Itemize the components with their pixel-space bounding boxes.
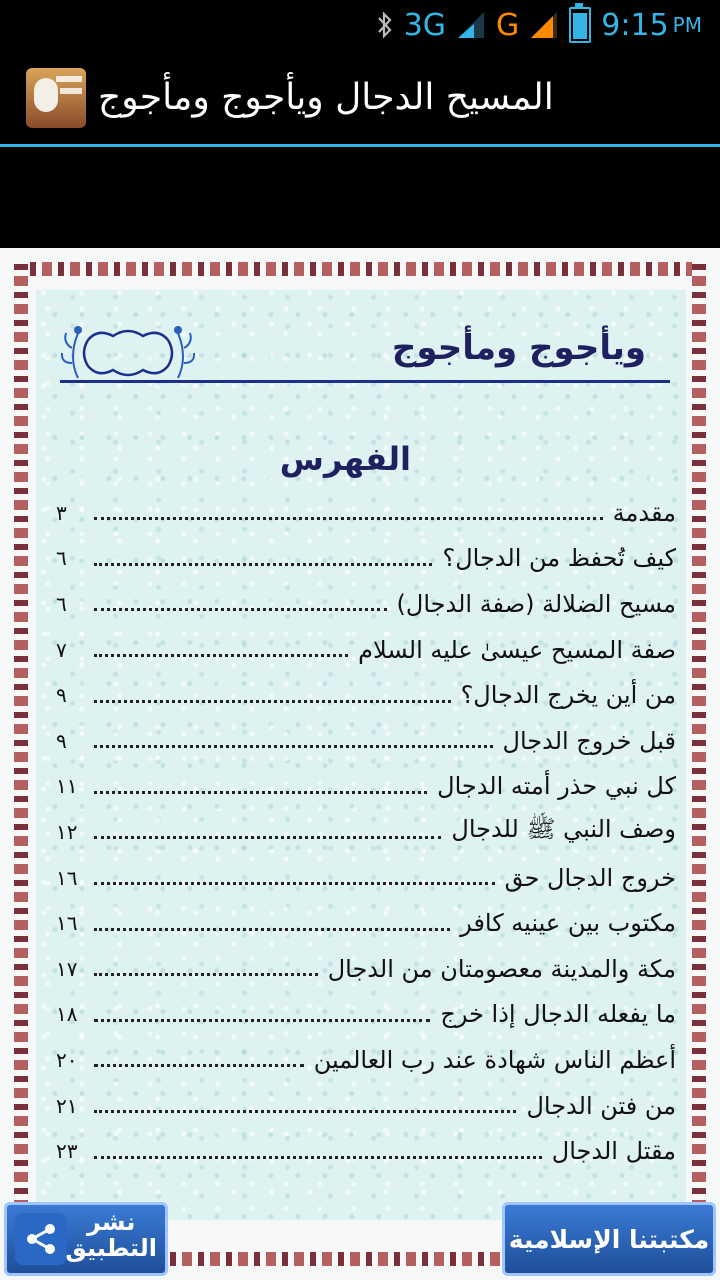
toc-entry-label: مقتل الدجال <box>551 1137 676 1166</box>
toc-row[interactable] <box>56 992 676 1038</box>
toc-page-number: ٢١ <box>56 1093 78 1118</box>
toc-row[interactable] <box>56 855 676 901</box>
toc-page-number: ٩ <box>56 683 67 708</box>
toc-entry-label: من أين يخرج الدجال؟ <box>460 681 676 710</box>
toc-dot-leader <box>94 1110 516 1113</box>
share-app-label <box>65 1209 157 1261</box>
toc-page-number: ١٦ <box>56 865 78 890</box>
toc-page-number: ٦ <box>56 546 67 571</box>
toc-dot-leader <box>94 928 450 931</box>
toc-page-number: ٢٠ <box>56 1047 78 1072</box>
signal-3g-icon <box>456 10 486 40</box>
toc-entry-label: خروج الدجال حق <box>504 863 676 892</box>
library-banner-button[interactable] <box>502 1202 716 1276</box>
toc-title: الفهرس <box>279 440 411 478</box>
toc-dot-leader <box>94 654 348 657</box>
toc-dot-leader <box>94 608 387 611</box>
toc-page-number: ١٧ <box>56 956 78 981</box>
clock-time: 9:15 <box>601 7 669 43</box>
toc-row[interactable] <box>56 809 676 855</box>
toc-dot-leader <box>94 791 427 794</box>
toc-entry-label: قبل خروج الدجال <box>502 726 676 755</box>
page-header-title: ويأجوج ومأجوج <box>391 328 646 368</box>
library-banner-label: مكتبتنا الإسلامية <box>508 1224 710 1254</box>
toc-dot-leader <box>94 563 432 566</box>
toc-entry-label: كيف تُحفظ من الدجال؟ <box>442 544 676 573</box>
share-label-line1: نشر <box>86 1208 136 1236</box>
toc-dot-leader <box>94 836 441 839</box>
share-label-line2: التطبيق <box>65 1234 157 1262</box>
battery-icon <box>569 7 591 43</box>
toc-dot-leader <box>94 1064 304 1067</box>
toc-row[interactable] <box>56 490 676 536</box>
toc-entry-label: مقدمة <box>612 498 676 527</box>
bluetooth-icon <box>376 11 394 39</box>
network-g-label: G <box>496 7 520 43</box>
header-divider <box>60 380 670 383</box>
toc-entry-label: أعظم الناس شهادة عند رب العالمين <box>313 1045 676 1074</box>
toc-page-number: ١٢ <box>56 819 78 844</box>
toc-row[interactable] <box>56 536 676 582</box>
toc-row[interactable] <box>56 1037 676 1083</box>
network-3g-label: 3G <box>403 7 447 43</box>
toc-page-number: ٦ <box>56 591 67 616</box>
toc-row[interactable] <box>56 718 676 764</box>
toc-page-number: ٧ <box>56 637 67 662</box>
toc-row[interactable] <box>56 764 676 810</box>
toc-row[interactable] <box>56 627 676 673</box>
status-icons <box>376 6 702 44</box>
toc-dot-leader <box>94 700 451 703</box>
toc-entry-label: صفة المسيح عيسىٰ عليه السلام <box>358 635 676 664</box>
toc-row[interactable] <box>56 1128 676 1174</box>
signal-g-icon <box>529 10 559 40</box>
toc-entry-label: من فتن الدجال <box>526 1091 676 1120</box>
toc-row[interactable] <box>56 946 676 992</box>
toc-entry-label: كل نبي حذر أمته الدجال <box>437 772 676 801</box>
toc-dot-leader <box>94 882 495 885</box>
toc-page-number: ٣ <box>56 500 67 525</box>
toc-dot-leader <box>94 517 603 520</box>
share-app-button[interactable] <box>4 1202 168 1276</box>
ornament-frame-icon <box>58 318 198 388</box>
toc-entry-label: وصف النبي ﷺ للدجال <box>451 815 676 844</box>
toc-row[interactable] <box>56 581 676 627</box>
clock <box>601 8 702 43</box>
black-spacer <box>0 147 720 248</box>
clock-ampm: PM <box>672 13 702 37</box>
action-bar <box>0 50 720 147</box>
toc-page-number: ٩ <box>56 728 67 753</box>
book-page <box>0 248 720 1280</box>
toc-dot-leader <box>94 1156 542 1159</box>
toc-entry-label: ما يفعله الدجال إذا خرج <box>440 1000 676 1029</box>
status-bar <box>0 0 720 50</box>
toc-row[interactable] <box>56 672 676 718</box>
toc-dot-leader <box>94 745 493 748</box>
toc-page-number: ١١ <box>56 774 78 799</box>
toc-row[interactable] <box>56 1083 676 1129</box>
app-title: المسيح الدجال ويأجوج ومأجوج <box>98 77 554 118</box>
toc-page-number: ١٦ <box>56 911 78 936</box>
share-icon <box>15 1213 67 1265</box>
toc-row[interactable] <box>56 900 676 946</box>
toc-dot-leader <box>94 1019 430 1022</box>
toc-list <box>56 490 676 1174</box>
toc-page-number: ٢٣ <box>56 1139 78 1164</box>
toc-entry-label: مسيح الضلالة (صفة الدجال) <box>396 589 676 618</box>
toc-entry-label: مكتوب بين عينيه كافر <box>460 909 676 938</box>
app-icon[interactable] <box>26 68 86 128</box>
toc-page-number: ١٨ <box>56 1002 78 1027</box>
page-paper <box>36 290 686 1220</box>
toc-dot-leader <box>94 973 318 976</box>
toc-entry-label: مكة والمدينة معصومتان من الدجال <box>327 954 676 983</box>
